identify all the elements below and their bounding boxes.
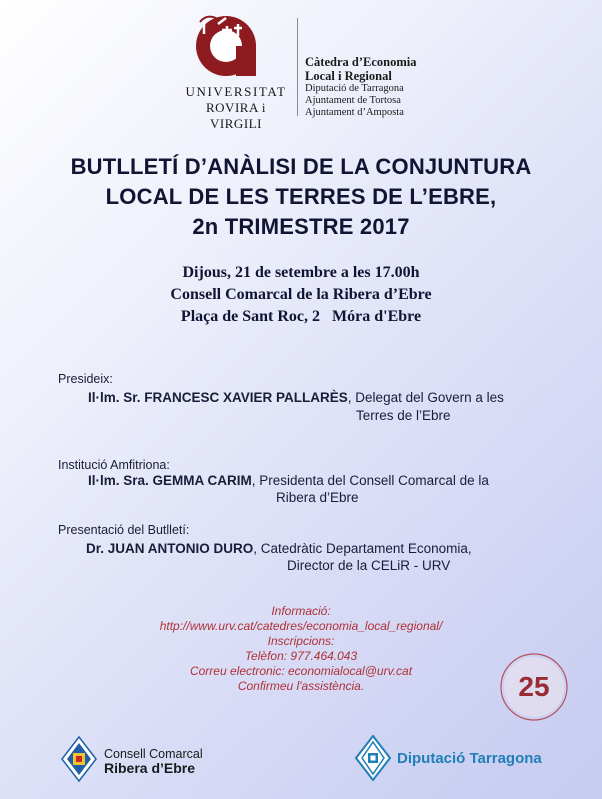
speaker-2-position2: Ribera d’Ebre	[276, 490, 359, 505]
registrations-label: Inscripcions:	[267, 634, 335, 648]
catedra-line2: Local i Regional	[305, 69, 392, 83]
page-title	[0, 152, 602, 242]
consell-emblem-icon	[60, 735, 98, 783]
sponsor-2: Ajuntament de Tortosa	[305, 95, 401, 106]
speaker-1-position1: , Delegat del Govern a les	[347, 390, 504, 405]
confirm-note: Confirmeu l'assistència.	[237, 679, 365, 693]
event-date: Dijous, 21 de setembre a les 17.00h	[182, 264, 420, 281]
speaker-3-name: Dr. JUAN ANTONIO DURO	[86, 541, 254, 556]
info-url[interactable]: http://www.urv.cat/catedres/economia_local_regional/	[159, 619, 443, 633]
title-line3: 2n TRIMESTRE 2017	[192, 214, 410, 239]
speaker-1-role: Presideix:	[58, 372, 113, 386]
title-line1: BUTLLETÍ D’ANÀLISI DE LA CONJUNTURA	[70, 154, 532, 179]
speaker-3-line	[86, 540, 472, 558]
info-label: Informació:	[271, 604, 331, 618]
speaker-3-role: Presentació del Butlletí:	[58, 523, 190, 537]
event-address: Plaça de Sant Roc, 2 Móra d'Ebre	[180, 308, 422, 325]
sponsor-1: Diputació de Tarragona	[305, 83, 404, 94]
diputacio-emblem-icon	[355, 735, 391, 781]
catedra-line1: Càtedra d’Economia	[305, 55, 417, 69]
urv-logo	[192, 12, 256, 82]
speaker-1-line	[88, 389, 504, 407]
badge-number: 25	[518, 671, 550, 702]
urv-line1: UNIVERSITAT	[185, 84, 287, 99]
consell-line2: Ribera d’Ebre	[104, 760, 196, 776]
speaker-3-position2: Director de la CELiR - URV	[287, 558, 451, 573]
email[interactable]: Correu electronic: economialocal@urv.cat	[189, 664, 413, 678]
speaker-2-position1: , Presidenta del Consell Comarcal de la	[251, 473, 489, 488]
event-venue: Consell Comarcal de la Ribera d’Ebre	[170, 286, 432, 303]
speaker-2-line	[88, 472, 489, 490]
catedra-block	[305, 55, 416, 119]
speaker-1-name: Il·lm. Sr. FRANCESC XAVIER PALLARÈS	[88, 390, 348, 405]
urv-line2: ROVIRA i VIRGILI	[206, 100, 266, 131]
consell-line1: Consell Comarcal	[104, 747, 203, 761]
anniversary-badge	[499, 652, 569, 722]
speaker-1-position2: Terres de l’Ebre	[356, 408, 451, 423]
urv-name	[180, 84, 292, 132]
speaker-2-role: Institució Amfitriona:	[58, 458, 170, 472]
phone: Telèfon: 977.464.043	[244, 649, 358, 663]
sponsor-3: Ajuntament d’Amposta	[305, 107, 404, 118]
title-line2: LOCAL DE LES TERRES DE L’EBRE,	[105, 184, 497, 209]
speaker-2-name: Il·lm. Sra. GEMMA CARIM	[88, 473, 252, 488]
diputacio-label: Diputació Tarragona	[397, 750, 542, 767]
speaker-3-position1: , Catedràtic Departament Economia,	[253, 541, 472, 556]
header-divider	[297, 18, 298, 116]
event-details	[0, 262, 602, 328]
